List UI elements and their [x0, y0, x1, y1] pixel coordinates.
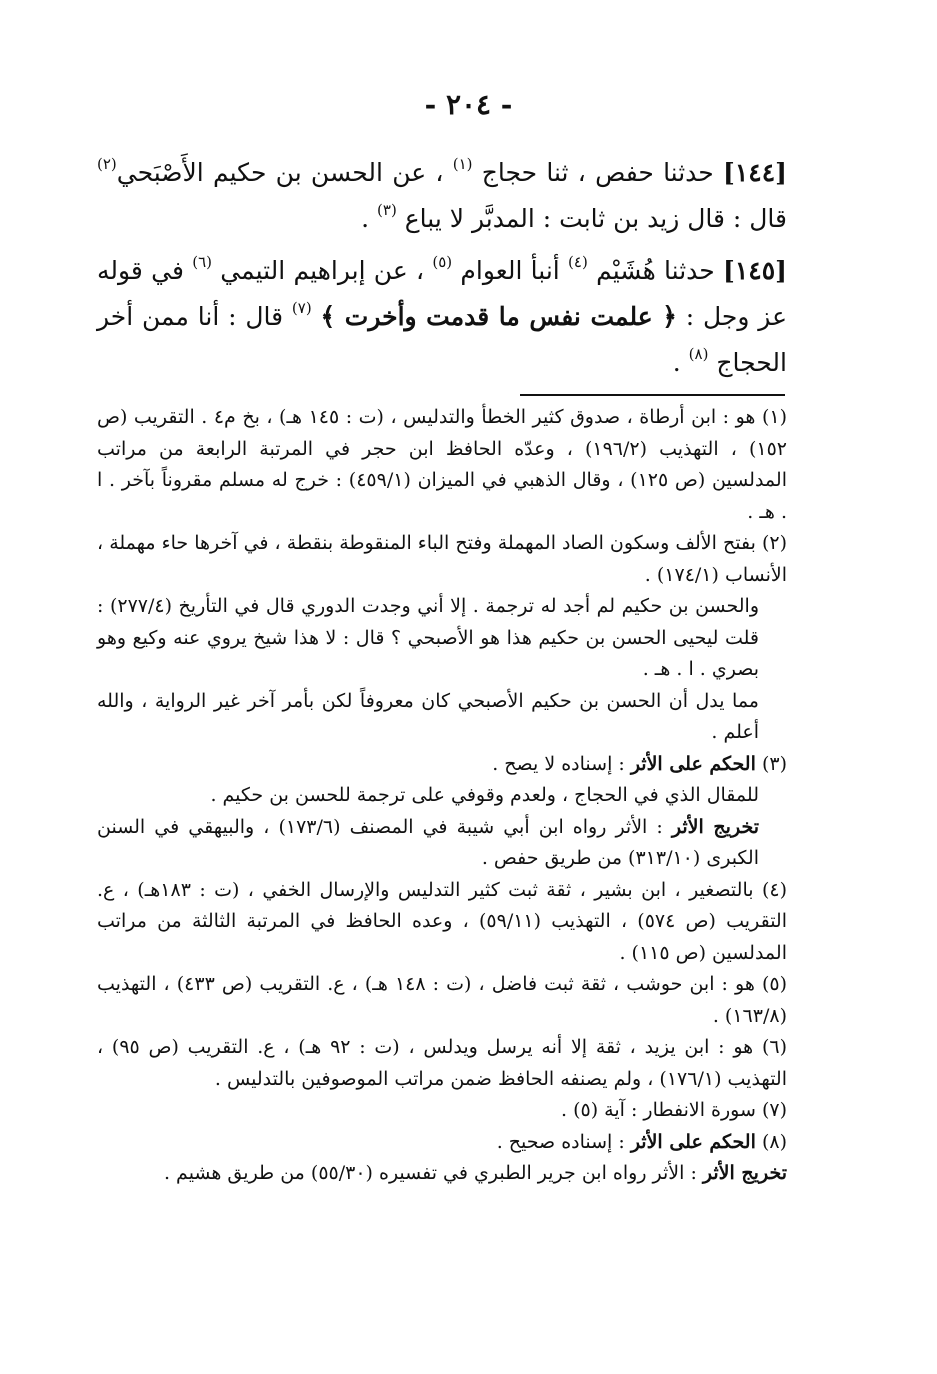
footnote-number: (٢) [761, 532, 788, 554]
text-segment: في قوله عز وجل : [97, 256, 788, 331]
footnote-label: تخريج الأثر [702, 1162, 787, 1184]
text-segment: . [361, 204, 378, 233]
footnote-8 [97, 1127, 787, 1190]
footnote-text: هو : ابن أرطاة ، صدوق كثير الخطأ والتدليس ، (ت : ١٤٥ هـ) ، بخ م٤ . التقريب (ص ١٥٢) ، التهذيب (١٩٦/٢) ، وعدّه الحافظ ابن حجر في المرتبة الرابعة من مراتب المدلسين (ص ١٢٥) ، وقال الذهبي في الميزان (٤٥٩/١) : خرج له مسلم مقروناً بآخر . ا . هـ . [97, 406, 787, 523]
footnote-text: : إسناده لا يصح . [492, 752, 631, 775]
footnote-ref: (١) [452, 155, 473, 173]
quran-verse: ﴿ علمت نفس ما قدمت وأخرت ﴾ [320, 302, 677, 331]
hadith-145 [97, 248, 787, 386]
footnote-5 [97, 969, 787, 1032]
footnote-3 [97, 749, 787, 875]
footnote-4 [97, 875, 787, 970]
footnote-number: (٤) [761, 878, 787, 901]
text-segment: حدثنا هُشَيْم [587, 256, 724, 285]
footnote-text: بفتح الألف وسكون الصاد المهملة وفتح الباء المنقوطة بنقطة ، في آخرها حاء مهملة ، الأنساب (١٧٤/١) . [97, 532, 787, 586]
footnote-ref: (٤) [568, 253, 588, 271]
text-segment: حدثنا حفص ، ثنا حجاج [472, 158, 724, 187]
footnote-text: والحسن بن حكيم لم أجد له ترجمة . إلا أني وجدت الدوري قال في التأريخ (٢٧٧/٤) : قلت ليحيى الحسن بن حكيم هذا هو الأصبحي ؟ قال : لا هذا شيخ يروي عنه وكيع وهو بصري . ا . هـ . [97, 595, 759, 680]
footnote-ref: (٧) [291, 299, 312, 317]
footnote-ref: (٥) [432, 253, 453, 271]
footnote-ref: (٦) [192, 253, 213, 271]
footnote-text: سورة الانفطار : آية (٥) . [561, 1099, 756, 1121]
footnote-text: هو : ابن حوشب ، ثقة ثبت فاضل ، (ت : ١٤٨ هـ) ، ع. التقريب (ص ٤٣٣) ، التهذيب (١٦٣/٨) . [97, 973, 787, 1027]
text-segment: قال : أنا ممن أخر الحجاج [97, 302, 787, 377]
footnote-ref: (٨) [688, 345, 709, 363]
text-segment: ، عن إبراهيم التيمي [212, 256, 433, 285]
footnote-label: الحكم على الأثر [630, 1130, 756, 1153]
footnote-text: مما يدل أن الحسن بن حكيم الأصبحي كان معروفاً لكن بأمر آخر غير الرواية ، والله أعلم . [97, 689, 759, 743]
footnote-ref: (٣) [377, 201, 397, 219]
footnote-number: (٦) [761, 1036, 787, 1058]
footnote-label: الحكم على الأثر [630, 752, 756, 775]
footnote-takhrij [97, 1158, 787, 1190]
footnote-text: : الأثر رواه ابن أبي شيبة في المصنف (١٧٣/٦) ، والبيهقي في السنن الكبرى (٣١٣/١٠) من طريق حفص . [97, 815, 759, 869]
footnote-2 [97, 528, 787, 749]
hadith-number: [١٤٥] [723, 256, 787, 285]
footnote-text: هو : ابن يزيد ، ثقة إلا أنه يرسل ويدلس ، (ت : ٩٢ هـ) ، ع. التقريب (ص ٩٥) ، التهذيب (١٧٦/١) ، ولم يصنفه الحافظ ضمن مراتب الموصوفين بالتدليس . [97, 1036, 787, 1090]
main-text [97, 150, 787, 392]
footnotes [97, 402, 787, 1190]
text-segment: . [672, 348, 689, 377]
footnote-number: (٥) [761, 973, 788, 995]
footnote-7 [97, 1095, 787, 1127]
footnote-text: للمقال الذي في الحجاج ، ولعدم وقوفي على ترجمة للحسن بن حكيم . [210, 784, 759, 806]
footnote-text: : إسناده صحيح . [496, 1130, 631, 1153]
footnote-label: تخريج الأثر [671, 815, 759, 838]
text-segment: ، عن الحسن بن حكيم الأَصْبَحي [116, 158, 453, 187]
hadith-144 [97, 150, 787, 242]
footnote-text: بالتصغير ، ابن بشير ، ثقة ثبت كثير التدليس والإرسال الخفي ، (ت : ١٨٣هـ) ، ع. التقريب (ص ٥٧٤) ، التهذيب (٥٩/١١) ، وعده الحافظ في المرتبة الثالثة من مراتب المدلسين (ص ١١٥) . [97, 878, 787, 964]
footnote-number: (٨) [761, 1130, 787, 1153]
footnote-1 [97, 402, 787, 528]
footnote-number: (٣) [761, 752, 787, 775]
footnote-number: (١) [761, 406, 788, 428]
footnote-takhrij [97, 812, 787, 875]
footnote-6 [97, 1032, 787, 1095]
text-segment: قال : قال زيد بن ثابت : المدبَّر لا يباع [396, 204, 787, 233]
text-segment: أنبأ العوام [452, 256, 569, 285]
footnote-text: : الأثر رواه ابن جرير الطبري في تفسيره (٥٥/٣٠) من طريق هشيم . [163, 1162, 703, 1184]
hadith-number: [١٤٤] [723, 158, 787, 187]
footnote-number: (٧) [761, 1099, 787, 1121]
page-number: - ٢٠٤ - [424, 88, 513, 121]
footnote-ref: (٢) [97, 155, 117, 173]
footnote-divider [520, 394, 785, 396]
